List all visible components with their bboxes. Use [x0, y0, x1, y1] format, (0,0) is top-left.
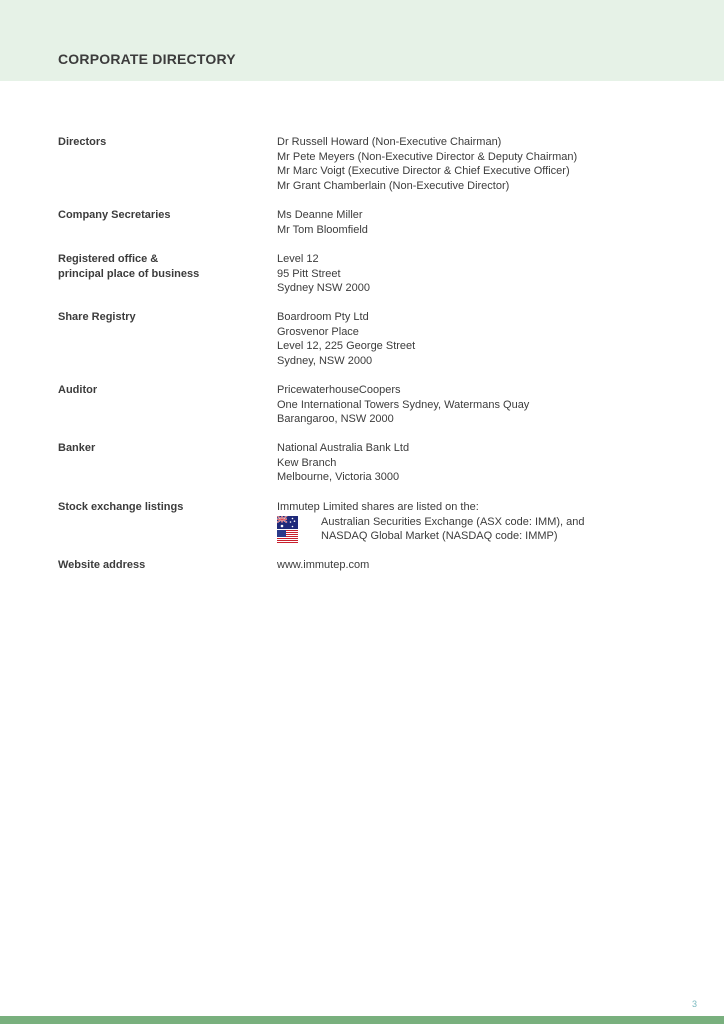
header-band [0, 0, 724, 81]
listing-text: NASDAQ Global Market (NASDAQ code: IMMP) [321, 530, 558, 543]
australia-flag-icon [277, 516, 298, 529]
footer-band [0, 1016, 724, 1024]
page-title: CORPORATE DIRECTORY [58, 51, 236, 67]
website-link[interactable]: www.immutep.com [277, 559, 370, 571]
director-line: Mr Pete Meyers (Non-Executive Director & Deputy Chairman) [277, 150, 578, 163]
address-line: 95 Pitt Street [277, 267, 341, 280]
secretary-line: Mr Tom Bloomfield [277, 223, 368, 236]
page-number: 3 [692, 999, 698, 1009]
address-line: Kew Branch [277, 456, 337, 469]
address-line: Level 12, 225 George Street [277, 340, 416, 353]
company-secretaries-label: Company Secretaries [58, 209, 171, 221]
stock-exchange-label: Stock exchange listings [58, 501, 184, 513]
website-value-wrap [277, 558, 677, 573]
address-line: Melbourne, Victoria 3000 [277, 471, 400, 484]
usa-flag-icon [277, 530, 298, 543]
website-label: Website address [58, 559, 146, 571]
address-line: Level 12 [277, 253, 319, 265]
registered-office-address [277, 252, 677, 296]
registered-office-label-line: Registered office & [58, 253, 159, 265]
directors-list [277, 135, 677, 193]
banker-address [277, 441, 677, 485]
stock-exchange-intro: Immutep Limited shares are listed on the: [277, 501, 479, 513]
listing-text: Australian Securities Exchange (ASX code: IMM), and [321, 515, 585, 528]
address-line: Grosvenor Place [277, 325, 359, 338]
directors-label: Directors [58, 136, 107, 148]
stock-exchange-listings [277, 500, 677, 544]
registered-office-label [58, 252, 268, 281]
company-secretaries-list [277, 208, 677, 237]
address-line: Boardroom Pty Ltd [277, 311, 369, 323]
listing-row-nasdaq [277, 529, 677, 544]
banker-label: Banker [58, 442, 96, 454]
address-line: Sydney, NSW 2000 [277, 354, 373, 367]
address-line: National Australia Bank Ltd [277, 442, 410, 454]
auditor-label: Auditor [58, 384, 98, 396]
registered-office-label-line: principal place of business [58, 267, 200, 280]
director-line: Mr Grant Chamberlain (Non-Executive Director) [277, 179, 510, 192]
address-line: One International Towers Sydney, Watermans Quay [277, 398, 530, 411]
share-registry-address [277, 310, 677, 368]
share-registry-label: Share Registry [58, 311, 136, 323]
address-line: Barangaroo, NSW 2000 [277, 413, 394, 426]
director-line: Dr Russell Howard (Non-Executive Chairman) [277, 136, 502, 148]
director-line: Mr Marc Voigt (Executive Director & Chief Executive Officer) [277, 165, 570, 178]
secretary-line: Ms Deanne Miller [277, 209, 363, 221]
address-line: Sydney NSW 2000 [277, 282, 370, 295]
auditor-address [277, 383, 677, 427]
listing-row-asx [277, 515, 677, 530]
address-line: PricewaterhouseCoopers [277, 384, 401, 396]
